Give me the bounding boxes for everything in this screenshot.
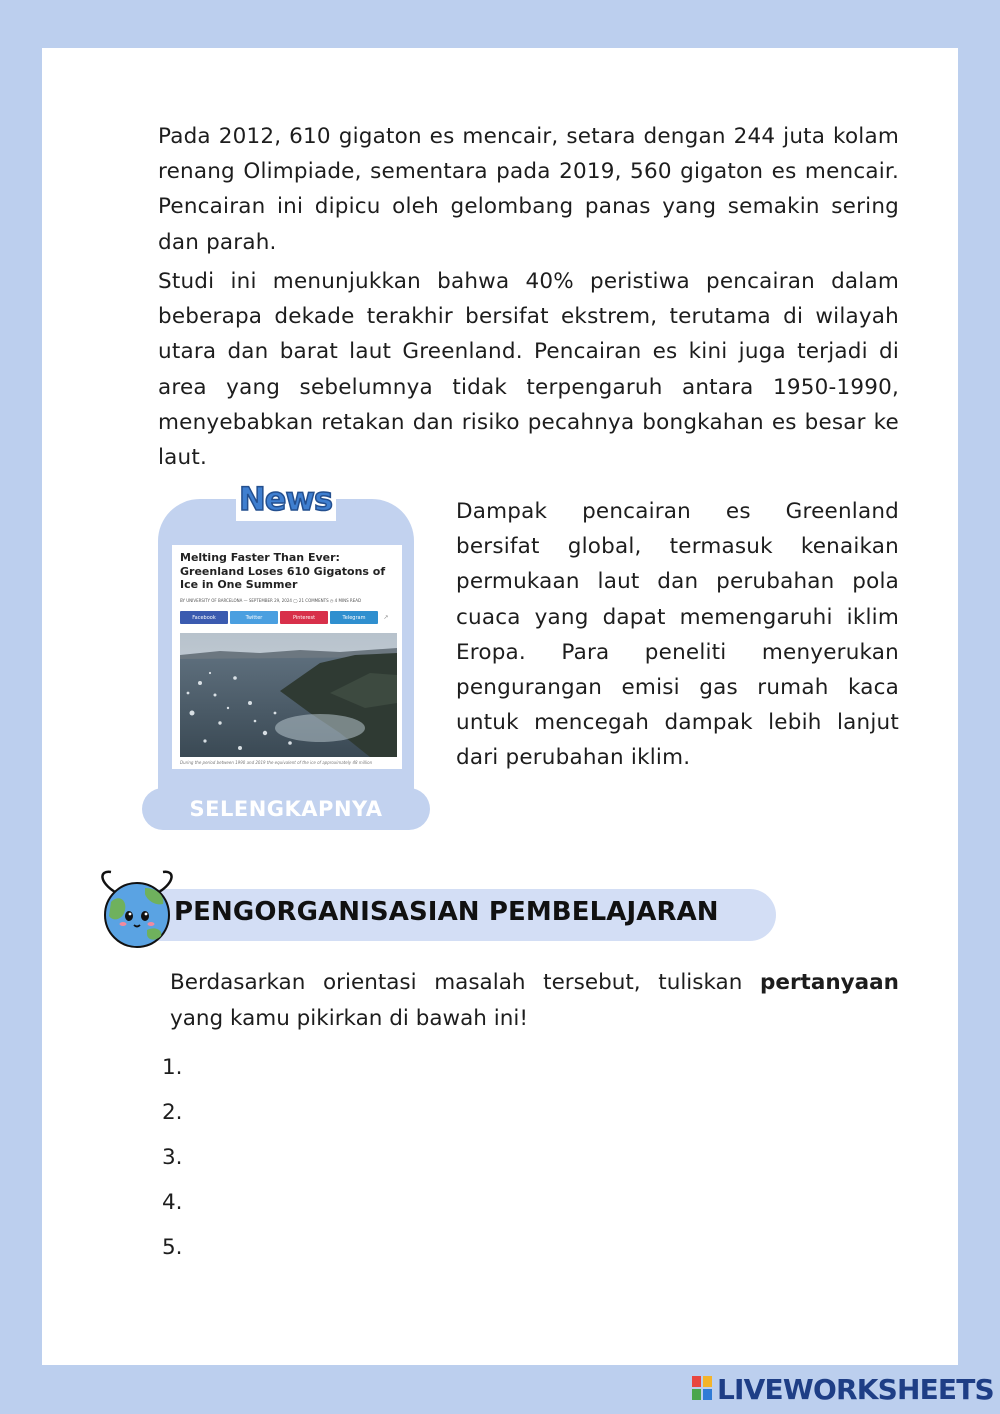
- question-number: 2.: [162, 1100, 183, 1125]
- instruction-text-start: Berdasarkan orientasi masalah tersebut, tuliskan: [170, 970, 760, 995]
- question-number: 3.: [162, 1145, 183, 1170]
- question-item[interactable]: [162, 1230, 190, 1275]
- liveworksheets-watermark: [692, 1372, 994, 1406]
- article-meta: BY UNIVERSITY OF BARCELONA — SEPTEMBER 29, 2024 ◯ 21 COMMENTS ◷ 4 MINS READ: [180, 598, 362, 603]
- question-item[interactable]: [162, 1050, 190, 1095]
- question-list: [162, 1050, 190, 1275]
- instruction-text-end: yang kamu pikirkan di bawah ini!: [170, 1005, 528, 1031]
- question-number: 4.: [162, 1190, 183, 1215]
- article-photo-caption: During the period between 1990 and 2019 the equivalent of the ice of approximately 48 million: [180, 760, 373, 765]
- question-number: 1.: [162, 1055, 183, 1080]
- question-item[interactable]: [162, 1095, 190, 1140]
- instruction-emphasis: pertanyaan: [759, 970, 899, 995]
- instruction-text: [170, 965, 899, 1036]
- greenland-ice-photo: [180, 633, 397, 757]
- share-twitter-button[interactable]: Twitter: [230, 611, 278, 624]
- article-headline: Melting Faster Than Ever: Greenland Loses 610 Gigatons of Ice in One Summer: [180, 551, 386, 591]
- paragraph-melting-stats: Pada 2012, 610 gigaton es mencair, setara dengan 244 juta kolam renang Olimpiade, sementara pada 2019, 560 gigaton es mencair. Pencairan ini dipicu oleh gelombang panas yang semakin sering dan parah.: [158, 124, 899, 255]
- news-tag: News: [239, 480, 333, 518]
- paragraph-global-impact: Dampak pencairan es Greenland bersifat global, termasuk kenaikan permukaan laut dan perubahan pola cuaca yang dapat memengaruhi iklim Eropa. Para peneliti menyerukan pengurangan emisi gas rumah kaca untuk mencegah dampak lebih lanjut dari perubahan iklim.: [456, 499, 899, 771]
- share-buttons: [180, 611, 392, 624]
- share-more-icon[interactable]: ↗: [383, 614, 389, 621]
- share-pinterest-button[interactable]: Pinterest: [280, 611, 328, 624]
- share-facebook-button[interactable]: Facebook: [180, 611, 228, 624]
- liveworksheets-logo-icon: [692, 1376, 714, 1402]
- watermark-text: LIVEWORKSHEETS: [717, 1372, 994, 1406]
- question-number: 5.: [162, 1235, 183, 1260]
- paragraph-study-findings: Studi ini menunjukkan bahwa 40% peristiwa pencairan dalam beberapa dekade terakhir bersifat ekstrem, terutama di wilayah utara dan barat laut Greenland. Pencairan es kini juga terjadi di area yang sebelumnya tidak terpengaruh antara 1950-1990, menyebabkan retakan dan risiko pecahnya bongkahan es besar ke laut.: [158, 269, 899, 471]
- section-title: PENGORGANISASIAN PEMBELAJARAN: [174, 897, 719, 927]
- share-telegram-button[interactable]: Telegram: [330, 611, 378, 624]
- question-item[interactable]: [162, 1185, 190, 1230]
- earth-mascot-icon: [97, 870, 177, 950]
- news-article-thumbnail[interactable]: [172, 545, 402, 769]
- question-item[interactable]: [162, 1140, 190, 1185]
- read-more-button[interactable]: SELENGKAPNYA: [142, 788, 430, 830]
